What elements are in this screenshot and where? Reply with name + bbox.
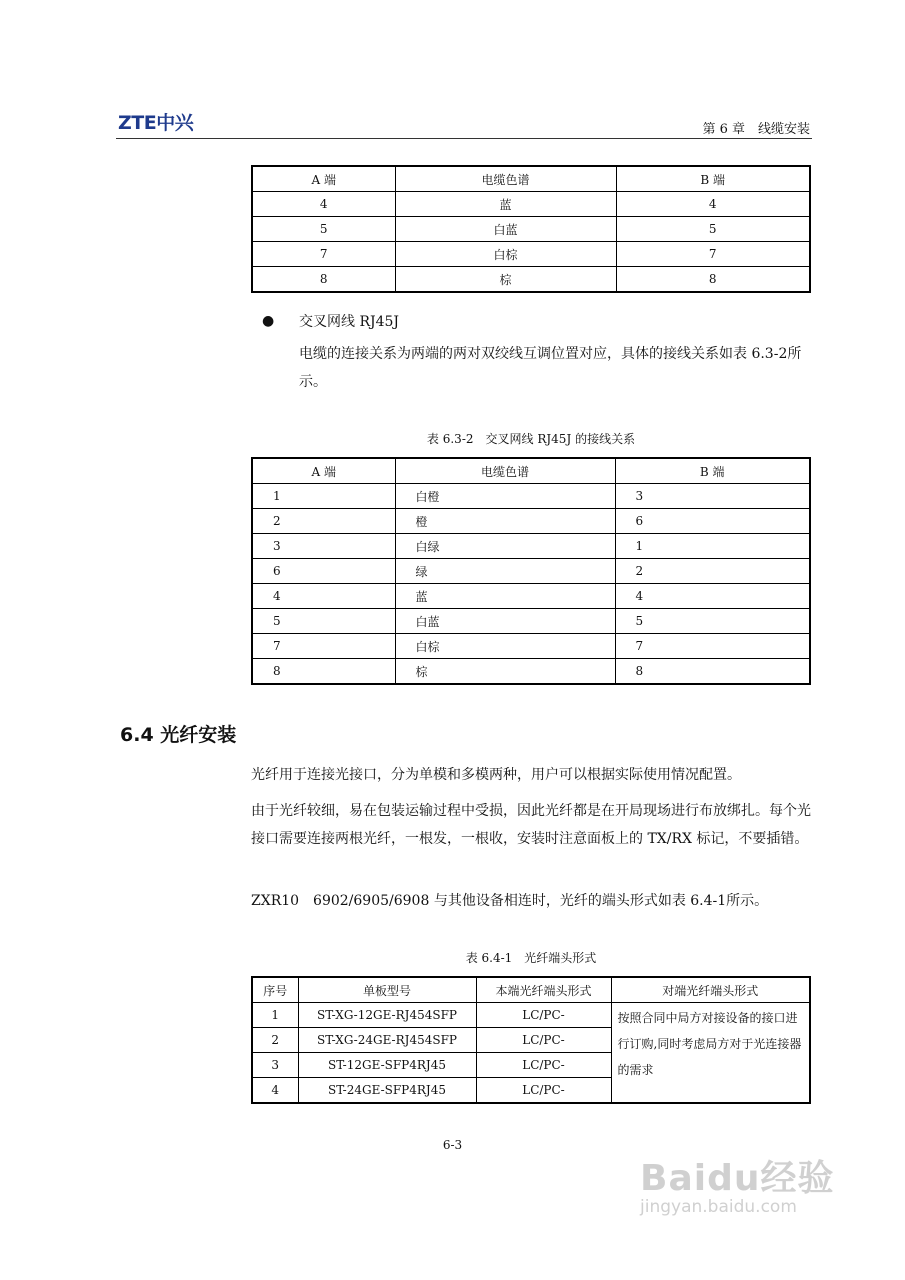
header-cell: A 端 <box>252 458 395 484</box>
cell: 棕 <box>395 659 615 685</box>
cell: ST-24GE-SFP4RJ45 <box>298 1078 476 1104</box>
cell: 绿 <box>395 559 615 584</box>
cell: 棕 <box>395 267 616 293</box>
cell: 6 <box>615 509 810 534</box>
bullet-title: 交叉网线 RJ45J <box>299 314 400 330</box>
table-header-row <box>252 977 810 1003</box>
table-row <box>252 634 810 659</box>
table-row <box>252 242 810 267</box>
header-cell: B 端 <box>615 458 810 484</box>
cell: 5 <box>615 609 810 634</box>
cell: 橙 <box>395 509 615 534</box>
cell: 2 <box>252 1028 298 1053</box>
header-rule <box>116 138 812 139</box>
cell: 4 <box>252 1078 298 1104</box>
table-row <box>252 509 810 534</box>
cell: 白绿 <box>395 534 615 559</box>
cell: 7 <box>616 242 810 267</box>
cell: 3 <box>615 484 810 509</box>
chapter-title: 第 6 章 线缆安装 <box>702 122 810 137</box>
header-cell: 对端光纤端头形式 <box>611 977 810 1003</box>
cell: 白蓝 <box>395 609 615 634</box>
cell: 1 <box>252 484 395 509</box>
remark-cell: 按照合同中局方对接设备的接口进行订购,同时考虑局方对于光连接器的需求 <box>611 1003 810 1104</box>
baidu-watermark <box>640 1150 834 1217</box>
section-paragraph-3: ZXR10 6902/6905/6908 与其他设备相连时，光纤的端头形式如表 6.4-1所示。 <box>251 893 769 909</box>
cell: LC/PC- <box>476 1028 611 1053</box>
cell: 7 <box>252 634 395 659</box>
table-row <box>252 217 810 242</box>
cell: LC/PC- <box>476 1078 611 1104</box>
cell: ST-12GE-SFP4RJ45 <box>298 1053 476 1078</box>
section-paragraph-1: 光纤用于连接光接口，分为单模和多模两种，用户可以根据实际使用情况配置。 <box>251 767 741 783</box>
table-row <box>252 192 810 217</box>
header-cell: 序号 <box>252 977 298 1003</box>
header-cell: 电缆色谱 <box>395 166 616 192</box>
cell: 7 <box>252 242 395 267</box>
cell: 4 <box>616 192 810 217</box>
cell: 蓝 <box>395 584 615 609</box>
cell: 白棕 <box>395 242 616 267</box>
cell: LC/PC- <box>476 1003 611 1028</box>
cell: 6 <box>252 559 395 584</box>
cell: 8 <box>252 659 395 685</box>
cell: 8 <box>252 267 395 293</box>
cell: 2 <box>252 509 395 534</box>
cell: 5 <box>616 217 810 242</box>
cell: 8 <box>616 267 810 293</box>
cell: ST-XG-12GE-RJ454SFP <box>298 1003 476 1028</box>
table-row <box>252 559 810 584</box>
cell: 白棕 <box>395 634 615 659</box>
section-paragraph-2: 由于光纤较细，易在包装运输过程中受损，因此光纤都是在开局现场进行布放绑扎。每个光接口需要连接两根光纤，一根发，一根收，安装时注意面板上的 TX/RX 标记，不要插错。 <box>251 803 811 847</box>
cell: 5 <box>252 217 395 242</box>
table-header-row <box>252 166 810 192</box>
cell: 1 <box>615 534 810 559</box>
table-row <box>252 534 810 559</box>
table-row <box>252 584 810 609</box>
cell: 7 <box>615 634 810 659</box>
cell: 蓝 <box>395 192 616 217</box>
fiber-connector-table <box>251 976 811 1104</box>
cell: 白橙 <box>395 484 615 509</box>
cell: 1 <box>252 1003 298 1028</box>
cell: 4 <box>615 584 810 609</box>
table2-caption: 表 6.3-2 交叉网线 RJ45J 的接线关系 <box>426 432 636 446</box>
cell: 3 <box>252 534 395 559</box>
rj45j-wiring-table <box>251 457 811 685</box>
rj45j-description: 电缆的连接关系为两端的两对双绞线互调位置对应，具体的接线关系如表 6.3-2所示。 <box>299 346 802 390</box>
bullet-icon: ● <box>262 313 275 329</box>
section-heading: 6.4 光纤安装 <box>120 724 237 746</box>
header-cell: B 端 <box>616 166 810 192</box>
table-row <box>252 267 810 293</box>
table3-caption: 表 6.4-1 光纤端头形式 <box>465 951 597 965</box>
cell: 8 <box>615 659 810 685</box>
cell: 白蓝 <box>395 217 616 242</box>
watermark-brand: Baidu经验 <box>640 1158 835 1199</box>
header-cell: 单板型号 <box>298 977 476 1003</box>
table-row <box>252 484 810 509</box>
watermark-url: jingyan.baidu.com <box>640 1197 797 1217</box>
cell: 4 <box>252 192 395 217</box>
table-header-row <box>252 458 810 484</box>
header-cell: 电缆色谱 <box>395 458 615 484</box>
header-cell: 本端光纤端头形式 <box>476 977 611 1003</box>
table-row <box>252 609 810 634</box>
cell: 2 <box>615 559 810 584</box>
cell: 4 <box>252 584 395 609</box>
cell: LC/PC- <box>476 1053 611 1078</box>
cell: 5 <box>252 609 395 634</box>
cell: ST-XG-24GE-RJ454SFP <box>298 1028 476 1053</box>
wiring-table-continued <box>251 165 811 293</box>
table-row <box>252 1003 810 1028</box>
cell: 3 <box>252 1053 298 1078</box>
header-cell: A 端 <box>252 166 395 192</box>
table-row <box>252 659 810 685</box>
page-number: 6-3 <box>442 1138 463 1152</box>
zte-logo: ZTE中兴 <box>118 112 194 134</box>
